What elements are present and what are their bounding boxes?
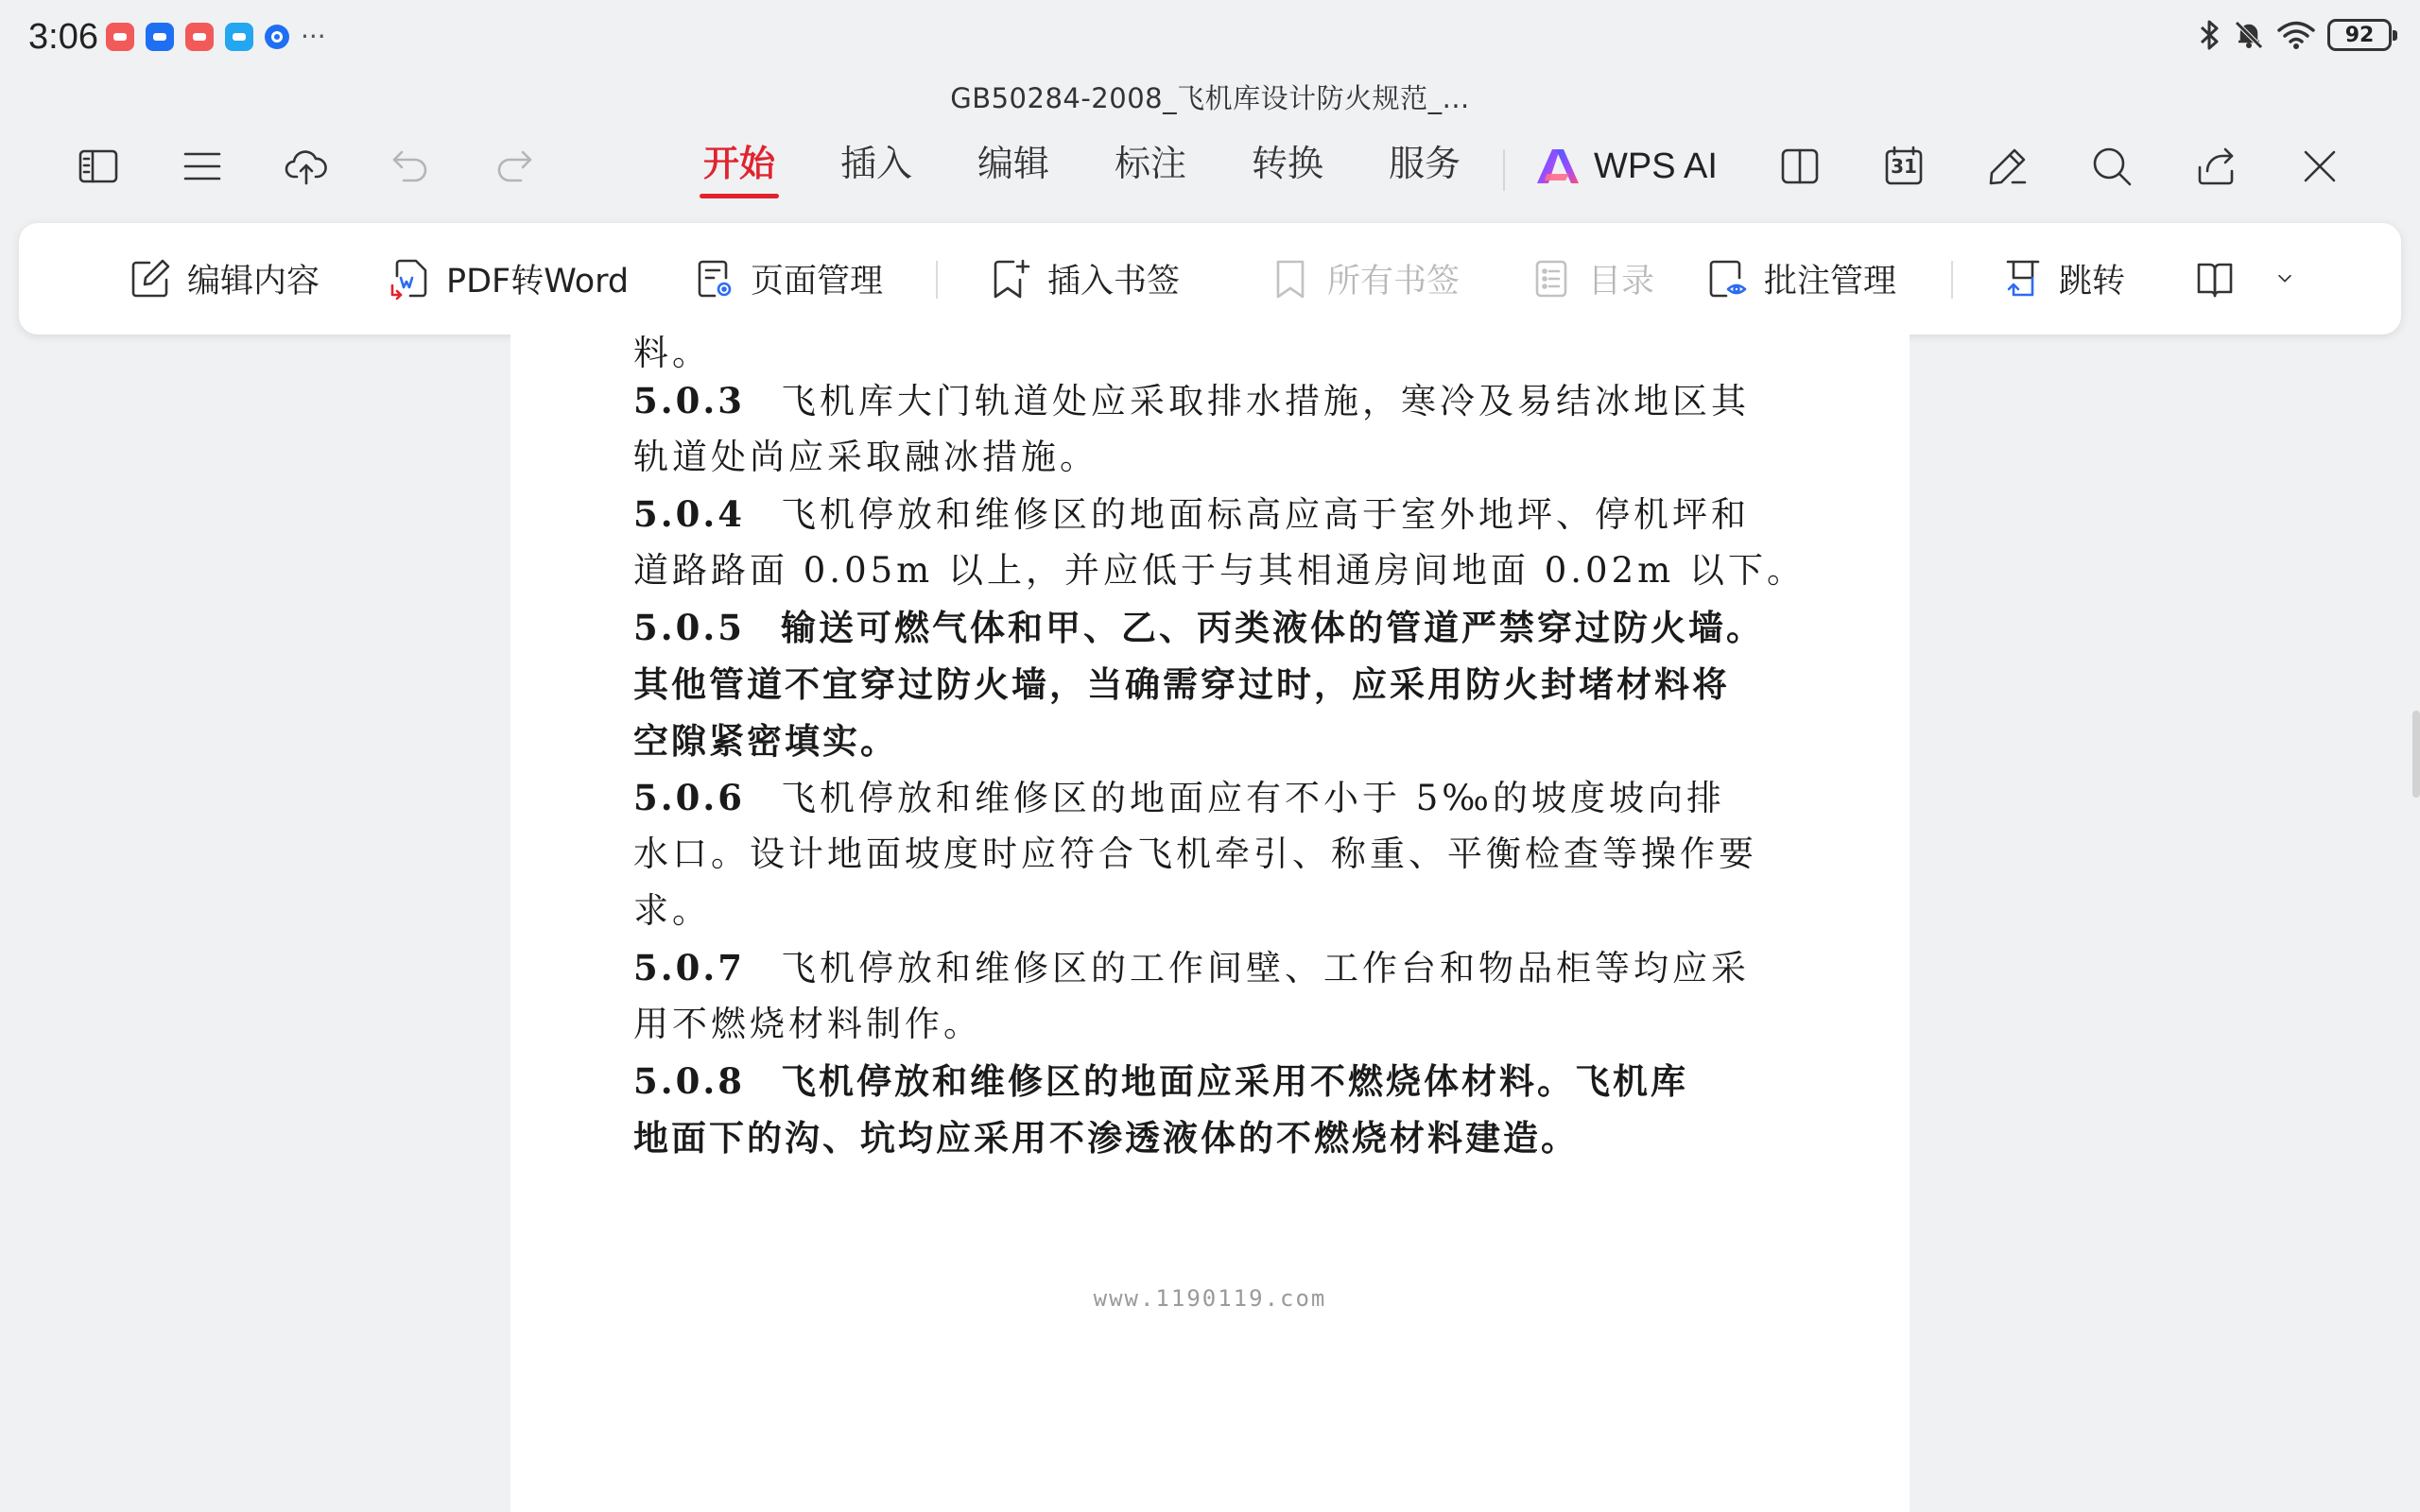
clause-line [633,599,1768,656]
document-text [633,333,1806,1166]
tab-convert[interactable]: 转换 [1252,143,1324,184]
clause-number: 5.0.5 [633,607,745,648]
clause-text: 用不燃烧材料制作。 [633,1004,982,1044]
reading-mode-button[interactable] [2193,248,2237,310]
chevron-down-icon [2271,265,2299,293]
pdf-to-word-label: PDF转Word [446,263,630,301]
bookmarks-icon [1269,257,1312,301]
document-title[interactable]: GB50284-2008_飞机库设计防火规范_... [950,82,1470,114]
clause-line [633,939,1768,996]
calendar-day: 31 [1891,155,1917,178]
edit-content-label: 编辑内容 [187,263,320,301]
app-notification-icon [185,23,214,51]
toolbar-divider [1503,149,1505,191]
all-bookmarks-button[interactable] [1269,248,1460,310]
toc-icon [1530,257,1573,301]
clause-number: 5.0.6 [633,777,745,818]
text-line [633,883,1768,939]
annotation-manage-button[interactable] [1705,248,1896,310]
battery-level: 92 [2344,23,2375,47]
ribbon-panel [19,223,2401,335]
more-notifications-icon: ··· [301,21,326,52]
insert-bookmark-button[interactable] [989,248,1180,310]
mute-bell-icon [2233,19,2265,51]
clause-number: 5.0.8 [633,1060,745,1102]
bluetooth-icon [2197,19,2221,51]
clause-text: 飞机停放和维修区的地面应采用不燃烧体材料。飞机库 [781,1060,1688,1102]
app-notification-icon [265,25,289,49]
tab-edit[interactable]: 编辑 [977,143,1050,184]
text-line [633,542,1806,599]
clause-text: 轨道处尚应采取融冰措施。 [633,437,1098,477]
clause-text: 道路路面 0.05m 以上，并应低于与其相通房间地面 0.02m 以下。 [633,550,1806,591]
jump-icon [2000,257,2044,301]
app-notification-icon [106,23,134,51]
text-line [633,335,1768,372]
clause-number: 5.0.3 [633,380,745,421]
clause-text: 飞机库大门轨道处应采取排水措施，寒冷及易结冰地区其 [781,381,1750,421]
page-manage-button[interactable] [692,248,883,310]
ribbon-divider [1951,261,1953,299]
edit-icon [129,257,172,301]
text-line [633,826,1768,883]
clause-text: 飞机停放和维修区的地面应有不小于 5‰的坡度坡向排 [781,778,1725,818]
menu-icon[interactable] [178,142,227,191]
text-line [633,429,1768,486]
clause-text: 水口。设计地面坡度时应符合飞机牵引、称重、平衡检查等操作要 [633,833,1757,874]
clause-text: 输送可燃气体和甲、乙、丙类液体的管道严禁穿过防火墙。 [781,607,1764,648]
wps-ai-label: WPS AI [1594,146,1718,186]
sidebar-toggle-icon[interactable] [74,142,123,191]
text-line [633,713,1768,769]
cloud-upload-icon[interactable] [282,142,331,191]
toc-label: 目录 [1588,263,1655,301]
clause-text: 其他管道不宜穿过防火墙，当确需穿过时，应采用防火封堵材料将 [633,663,1730,705]
split-view-icon[interactable] [1775,142,1824,191]
tab-services[interactable]: 服务 [1389,143,1461,184]
ribbon-more-button[interactable] [2271,248,2299,310]
pdf-to-word-button[interactable] [388,248,629,310]
wps-ai-button[interactable] [1533,136,1718,197]
wps-ai-icon [1533,146,1582,187]
clause-line [633,372,1768,429]
clause-text: 求。 [633,890,711,931]
wifi-icon [2276,19,2316,51]
undo-icon[interactable] [386,142,435,191]
notification-icons [106,23,326,51]
clause-line [633,1053,1768,1109]
status-clock: 3:06 [28,17,98,57]
status-bar [0,0,2420,76]
all-bookmarks-label: 所有书签 [1327,263,1461,301]
clause-number: 5.0.4 [633,493,745,535]
page-manage-icon [692,257,735,301]
page-watermark: www.1190119.com [1093,1285,1327,1312]
pdf-to-word-icon [388,257,431,301]
clause-text: 料。 [633,333,711,373]
insert-bookmark-icon [989,257,1032,301]
clause-number: 5.0.7 [633,947,745,988]
system-icons [2197,19,2392,51]
battery-indicator [2327,19,2392,51]
app-notification-icon [146,23,174,51]
text-line [633,996,1768,1053]
text-line [633,1109,1768,1166]
tab-start[interactable]: 开始 [700,134,779,200]
cloud-notification-icon [225,23,253,51]
tab-annotate[interactable]: 标注 [1115,143,1187,184]
ribbon-divider [936,261,938,299]
calendar-icon[interactable] [1879,142,1928,191]
redo-icon[interactable] [490,142,539,191]
pen-icon[interactable] [1983,142,2032,191]
clause-line [633,769,1768,826]
page-manage-label: 页面管理 [751,263,884,301]
annotation-manage-label: 批注管理 [1764,263,1897,301]
clause-text: 地面下的沟、坑均应采用不渗透液体的不燃烧材料建造。 [633,1117,1579,1159]
close-icon[interactable] [2295,142,2344,191]
scroll-handle[interactable] [2412,711,2420,798]
clause-text: 飞机停放和维修区的工作间壁、工作台和物品柜等均应采 [781,948,1750,988]
text-line [633,656,1768,713]
document-page[interactable] [510,335,1910,1512]
main-toolbar [0,123,2420,210]
clause-text: 空隙紧密填实。 [633,720,898,762]
annotation-manage-icon [1705,257,1749,301]
jump-button[interactable] [2000,248,2125,310]
share-icon[interactable] [2191,142,2240,191]
search-icon[interactable] [2087,142,2136,191]
edit-content-button[interactable] [129,248,320,310]
clause-line [633,486,1768,542]
jump-label: 跳转 [2059,263,2126,301]
insert-bookmark-label: 插入书签 [1047,263,1181,301]
book-icon [2193,257,2237,301]
tab-insert[interactable]: 插入 [840,143,913,184]
table-of-contents-button[interactable] [1530,248,1654,310]
clause-text: 飞机停放和维修区的地面标高应高于室外地坪、停机坪和 [781,494,1750,535]
